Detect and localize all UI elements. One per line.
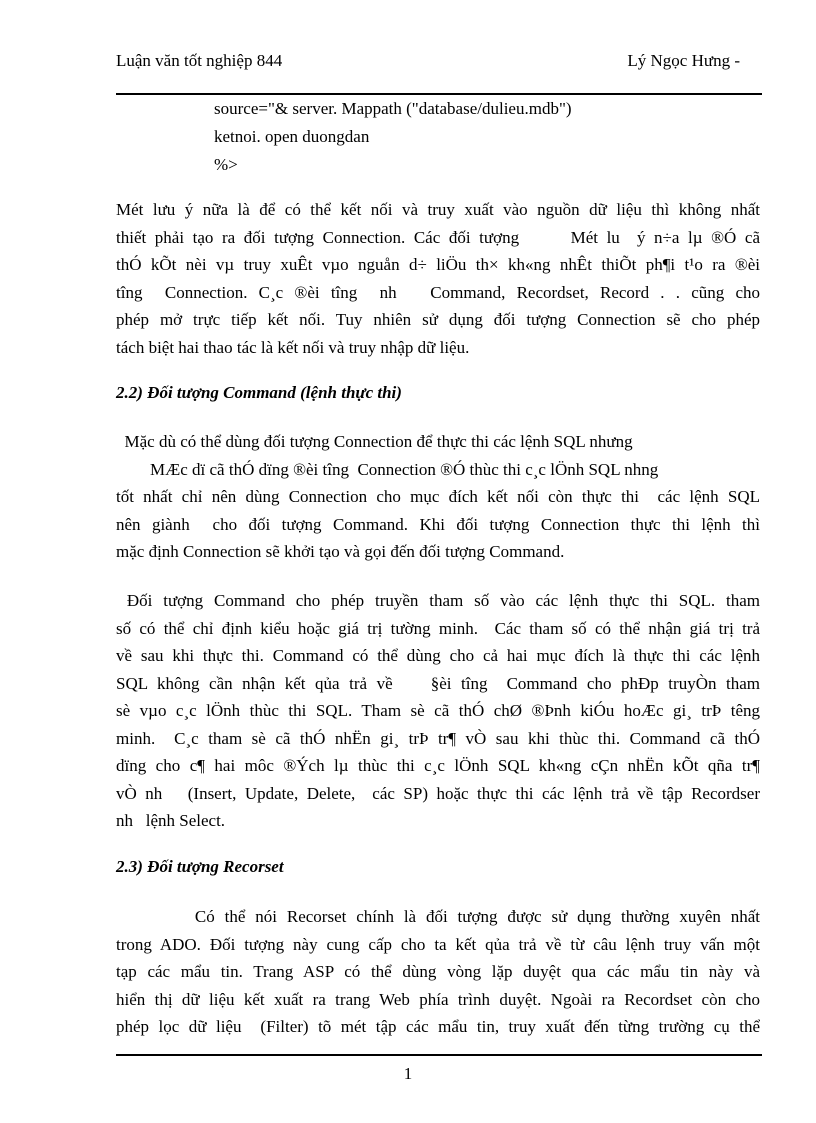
- code-line: ketnoi. open duongdan: [214, 127, 370, 146]
- text-line: phép mở trực tiếp kết nối. Tuy nhiên sử dụng đối tượng Connection sẽ cho phép: [116, 310, 760, 329]
- text-line: trong ADO. Đối tượng này cung cấp cho ta kết qủa trả về từ câu lệnh truy vấn một: [116, 934, 760, 954]
- text-line: SQL không cần nhận kết qủa trả về §èi tîng Command cho phÐp truyÒn tham: [116, 673, 760, 693]
- text-line: tách biệt hai thao tác là kết nối và truy nhập dữ liệu.: [116, 337, 470, 357]
- text-line: số có thể chỉ định kiểu hoặc giá trị tường minh. Các tham số có thể nhận giá trị trả: [116, 618, 760, 638]
- text-line: về sau khi thực thi. Command có thể dùng cho cả hai mục đích là thực thi các lệnh: [116, 646, 760, 665]
- text-line: phép lọc dữ liệu (Filter) tõ mét tập các mẩu tin, truy xuất đến từng trường cụ thể: [116, 1017, 760, 1036]
- paragraph-command-params: [116, 587, 760, 835]
- section-heading-command: 2.2) Đối tượng Command (lệnh thực thi): [116, 383, 402, 402]
- footer-divider: [116, 1054, 762, 1056]
- text-line: nên giành cho đối tượng Command. Khi đối tượng Connection thực thi lệnh thì: [116, 514, 760, 534]
- text-line: sè vµo c¸c lÖnh thùc thi SQL. Tham sè cã thÓ chØ ®Þnh kiÓu hoÆc gi¸ trÞ têng: [116, 701, 760, 720]
- text-line: tốt nhất chỉ nên dùng Connection cho mục đích kết nối còn thực thi các lệnh SQL: [116, 487, 760, 506]
- header-thesis-title: Luận văn tốt nghiệp 844: [116, 51, 283, 70]
- section-heading-recordset: 2.3) Đối tượng Recorset: [116, 857, 284, 876]
- text-line: tạp các mẩu tin. Trang ASP có thể dùng vòng lặp duyệt qua các mẩu tin này và: [116, 962, 760, 981]
- paragraph-connection-note: [116, 196, 760, 361]
- text-line: thÓ kÕt nèi vµ truy xuÊt vµo nguån d÷ liÖu th× kh«ng nhÊt thiÕt ph¶i t¹o ra ®èi: [116, 255, 760, 274]
- code-snippet: [214, 95, 572, 179]
- text-line: minh. C¸c tham sè cã thÓ nhËn gi¸ trÞ tr¶ vÒ sau khi thùc thi. Command cã thÓ: [116, 728, 760, 748]
- code-line: %>: [214, 155, 238, 174]
- code-line: source="& server. Mappath ("database/dulieu.mdb"): [214, 99, 572, 118]
- text-line: thiết phải tạo ra đối tượng Connection. Các đối tượng Mét lu ý n÷a lµ ®Ó cã: [116, 227, 760, 247]
- text-line: vÒ nh (Insert, Update, Delete, các SP) hoặc thực thi các lệnh trả về tập Recordser: [116, 783, 760, 803]
- header-author: Lý Ngọc Hưng -: [627, 51, 740, 70]
- paragraph-recordset: [116, 903, 760, 1041]
- text-line: MÆc dï cã thÓ dïng ®èi tîng Connection ®Ó thùc thi c¸c lÖnh SQL nhng: [116, 459, 659, 479]
- text-line: Mét lưu ý nữa là để có thể kết nối và truy xuất vào nguồn dữ liệu thì không nhất: [116, 200, 760, 219]
- text-line: dïng cho c¶ hai môc ®Ých lµ thùc thi c¸c lÖnh SQL kh«ng cÇn nhËn kÕt qña tr¶: [116, 756, 760, 775]
- text-line: Có thể nói Recorset chính là đối tượng được sử dụng thường xuyên nhất: [116, 907, 760, 926]
- text-line: nh lệnh Select.: [116, 811, 226, 830]
- text-line: Đối tượng Command cho phép truyền tham số vào các lệnh thực thi SQL. tham: [116, 591, 760, 610]
- text-line: hiển thị dữ liệu kết xuất ra trang Web phía trình duyệt. Ngoài ra Recordset còn cho: [116, 989, 760, 1009]
- text-line: Mặc dù có thể dùng đối tượng Connection để thực thi các lệnh SQL nhưng: [116, 432, 633, 451]
- page-number: 1: [403, 1064, 413, 1083]
- text-line: mặc định Connection sẽ khởi tạo và gọi đến đối tượng Command.: [116, 542, 565, 561]
- paragraph-command-intro: [116, 428, 760, 566]
- text-line: tîng Connection. C¸c ®èi tîng nh Command, Recordset, Record . . cũng cho: [116, 282, 760, 302]
